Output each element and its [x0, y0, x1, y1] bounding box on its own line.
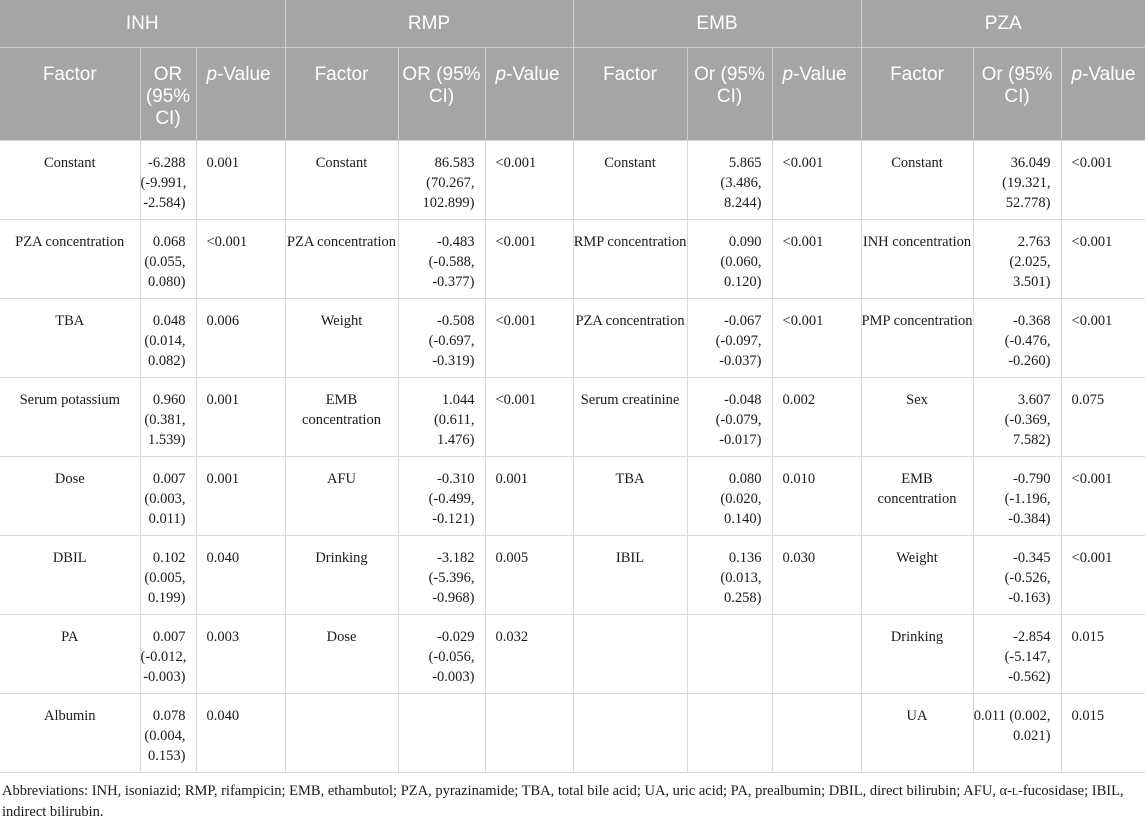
table-row — [0, 694, 1145, 773]
emb-factor-cell — [573, 615, 687, 694]
pza-p-value-cell: 0.015 — [1061, 615, 1145, 694]
rmp-or-cell: 1.044 (0.611, 1.476) — [398, 378, 485, 457]
emb-factor-cell: Serum creatinine — [573, 378, 687, 457]
rmp-factor-cell: Weight — [285, 299, 398, 378]
group-header-pza: PZA — [861, 0, 1145, 48]
factor-header: Factor — [285, 48, 398, 141]
footnote-text-start: Abbreviations: INH, isoniazid; RMP, rifampicin; EMB, ethambutol; PZA, pyrazinamide; TBA, total bile acid; UA, uric acid; PA, prealbumin; DBIL, direct bilirubin; AFU, α- — [2, 783, 1012, 799]
pza-or-cell: -0.790 (-1.196, -0.384) — [973, 457, 1061, 536]
inh-p-value-cell: 0.040 — [196, 694, 285, 773]
emb-p-value-cell — [772, 615, 861, 694]
emb-or-cell: -0.048 (-0.079, -0.017) — [687, 378, 772, 457]
inh-or-cell: 0.048 (0.014, 0.082) — [140, 299, 196, 378]
pza-factor-cell: UA — [861, 694, 973, 773]
or-header: OR (95% CI) — [140, 48, 196, 141]
emb-p-value-cell: 0.010 — [772, 457, 861, 536]
rmp-or-cell: -0.029 (-0.056, -0.003) — [398, 615, 485, 694]
pza-factor-cell: Constant — [861, 141, 973, 220]
rmp-p-value-cell: 0.032 — [485, 615, 573, 694]
table-body — [0, 141, 1145, 773]
emb-factor-cell: IBIL — [573, 536, 687, 615]
table-row — [0, 141, 1145, 220]
pza-or-cell: 3.607 (-0.369, 7.582) — [973, 378, 1061, 457]
pza-p-value-cell: <0.001 — [1061, 299, 1145, 378]
inh-factor-cell: Serum potassium — [0, 378, 140, 457]
emb-or-cell — [687, 615, 772, 694]
rmp-or-cell: -0.483 (-0.588, -0.377) — [398, 220, 485, 299]
pza-p-value-cell: 0.015 — [1061, 694, 1145, 773]
inh-or-cell: 0.007 (-0.012, -0.003) — [140, 615, 196, 694]
group-header-rmp: RMP — [285, 0, 573, 48]
pza-p-value-cell: <0.001 — [1061, 141, 1145, 220]
inh-or-cell: 0.078 (0.004, 0.153) — [140, 694, 196, 773]
p-suffix: -Value — [1082, 64, 1136, 85]
inh-p-value-cell: 0.006 — [196, 299, 285, 378]
inh-p-value-cell: 0.003 — [196, 615, 285, 694]
inh-factor-cell: Albumin — [0, 694, 140, 773]
emb-p-value-cell: 0.030 — [772, 536, 861, 615]
table-row — [0, 615, 1145, 694]
inh-p-value-cell: 0.040 — [196, 536, 285, 615]
rmp-factor-cell: Dose — [285, 615, 398, 694]
rmp-p-value-cell: <0.001 — [485, 299, 573, 378]
inh-or-cell: 0.068 (0.055, 0.080) — [140, 220, 196, 299]
emb-factor-cell — [573, 694, 687, 773]
abbreviations-footnote — [0, 773, 1145, 823]
group-header-inh: INH — [0, 0, 285, 48]
pza-or-cell: -2.854 (-5.147, -0.562) — [973, 615, 1061, 694]
column-header-row — [0, 48, 1145, 141]
rmp-factor-cell: AFU — [285, 457, 398, 536]
group-header-emb: EMB — [573, 0, 861, 48]
rmp-factor-cell — [285, 694, 398, 773]
footnote-text-end: -fucosidase; IBIL, indirect bilirubin. — [2, 783, 1124, 820]
table-header — [0, 0, 1145, 141]
or-header: OR (95% CI) — [398, 48, 485, 141]
emb-or-cell: 0.136 (0.013, 0.258) — [687, 536, 772, 615]
table-row — [0, 536, 1145, 615]
p-suffix: -Value — [793, 64, 847, 85]
emb-p-value-cell: <0.001 — [772, 141, 861, 220]
pza-factor-cell: EMB concentration — [861, 457, 973, 536]
inh-p-value-cell: <0.001 — [196, 220, 285, 299]
inh-factor-cell: PA — [0, 615, 140, 694]
pza-p-value-cell: <0.001 — [1061, 536, 1145, 615]
rmp-p-value-cell: <0.001 — [485, 141, 573, 220]
emb-factor-cell: RMP concentration — [573, 220, 687, 299]
inh-p-value-cell: 0.001 — [196, 457, 285, 536]
p-value-header — [196, 48, 285, 141]
rmp-p-value-cell: <0.001 — [485, 220, 573, 299]
inh-factor-cell: TBA — [0, 299, 140, 378]
emb-or-cell: -0.067 (-0.097, -0.037) — [687, 299, 772, 378]
p-suffix: -Value — [217, 64, 271, 85]
group-header-row — [0, 0, 1145, 48]
inh-factor-cell: PZA concentration — [0, 220, 140, 299]
pza-factor-cell: PMP concentration — [861, 299, 973, 378]
table-row — [0, 299, 1145, 378]
factor-header: Factor — [0, 48, 140, 141]
pza-or-cell: 36.049 (19.321, 52.778) — [973, 141, 1061, 220]
emb-p-value-cell: <0.001 — [772, 220, 861, 299]
p-italic: p — [206, 64, 218, 85]
emb-or-cell — [687, 694, 772, 773]
pza-factor-cell: Drinking — [861, 615, 973, 694]
emb-p-value-cell: 0.002 — [772, 378, 861, 457]
rmp-p-value-cell: <0.001 — [485, 378, 573, 457]
rmp-factor-cell: Constant — [285, 141, 398, 220]
inh-or-cell: 0.007 (0.003, 0.011) — [140, 457, 196, 536]
emb-factor-cell: TBA — [573, 457, 687, 536]
pza-factor-cell: Sex — [861, 378, 973, 457]
emb-factor-cell: Constant — [573, 141, 687, 220]
inh-or-cell: 0.102 (0.005, 0.199) — [140, 536, 196, 615]
rmp-or-cell: 86.583 (70.267, 102.899) — [398, 141, 485, 220]
pza-or-cell: -0.345 (-0.526, -0.163) — [973, 536, 1061, 615]
pza-or-cell: 2.763 (2.025, 3.501) — [973, 220, 1061, 299]
table-row — [0, 220, 1145, 299]
p-suffix: -Value — [506, 64, 560, 85]
rmp-factor-cell: EMB concentration — [285, 378, 398, 457]
footnote-smallcaps: l — [1011, 783, 1019, 799]
rmp-or-cell: -0.310 (-0.499, -0.121) — [398, 457, 485, 536]
emb-or-cell: 5.865 (3.486, 8.244) — [687, 141, 772, 220]
factor-header: Factor — [573, 48, 687, 141]
pza-or-cell: 0.011 (0.002, 0.021) — [973, 694, 1061, 773]
inh-p-value-cell: 0.001 — [196, 141, 285, 220]
p-value-header — [485, 48, 573, 141]
rmp-p-value-cell: 0.005 — [485, 536, 573, 615]
inh-factor-cell: DBIL — [0, 536, 140, 615]
factor-header: Factor — [861, 48, 973, 141]
emb-p-value-cell — [772, 694, 861, 773]
pza-factor-cell: Weight — [861, 536, 973, 615]
rmp-factor-cell: PZA concentration — [285, 220, 398, 299]
emb-or-cell: 0.080 (0.020, 0.140) — [687, 457, 772, 536]
rmp-or-cell: -3.182 (-5.396, -0.968) — [398, 536, 485, 615]
emb-p-value-cell: <0.001 — [772, 299, 861, 378]
pza-p-value-cell: <0.001 — [1061, 220, 1145, 299]
p-italic: p — [1071, 64, 1083, 85]
or-header: Or (95% CI) — [687, 48, 772, 141]
inh-p-value-cell: 0.001 — [196, 378, 285, 457]
p-italic: p — [495, 64, 507, 85]
or-header: Or (95% CI) — [973, 48, 1061, 141]
p-italic: p — [782, 64, 794, 85]
p-value-header — [1061, 48, 1145, 141]
emb-factor-cell: PZA concentration — [573, 299, 687, 378]
inh-factor-cell: Dose — [0, 457, 140, 536]
rmp-factor-cell: Drinking — [285, 536, 398, 615]
table-row — [0, 457, 1145, 536]
pza-or-cell: -0.368 (-0.476, -0.260) — [973, 299, 1061, 378]
inh-or-cell: 0.960 (0.381, 1.539) — [140, 378, 196, 457]
inh-factor-cell: Constant — [0, 141, 140, 220]
rmp-or-cell: -0.508 (-0.697, -0.319) — [398, 299, 485, 378]
rmp-p-value-cell: 0.001 — [485, 457, 573, 536]
pza-p-value-cell: <0.001 — [1061, 457, 1145, 536]
p-value-header — [772, 48, 861, 141]
rmp-p-value-cell — [485, 694, 573, 773]
pza-factor-cell: INH concentration — [861, 220, 973, 299]
pza-p-value-cell: 0.075 — [1061, 378, 1145, 457]
rmp-or-cell — [398, 694, 485, 773]
table-row — [0, 378, 1145, 457]
emb-or-cell: 0.090 (0.060, 0.120) — [687, 220, 772, 299]
inh-or-cell: -6.288 (-9.991, -2.584) — [140, 141, 196, 220]
